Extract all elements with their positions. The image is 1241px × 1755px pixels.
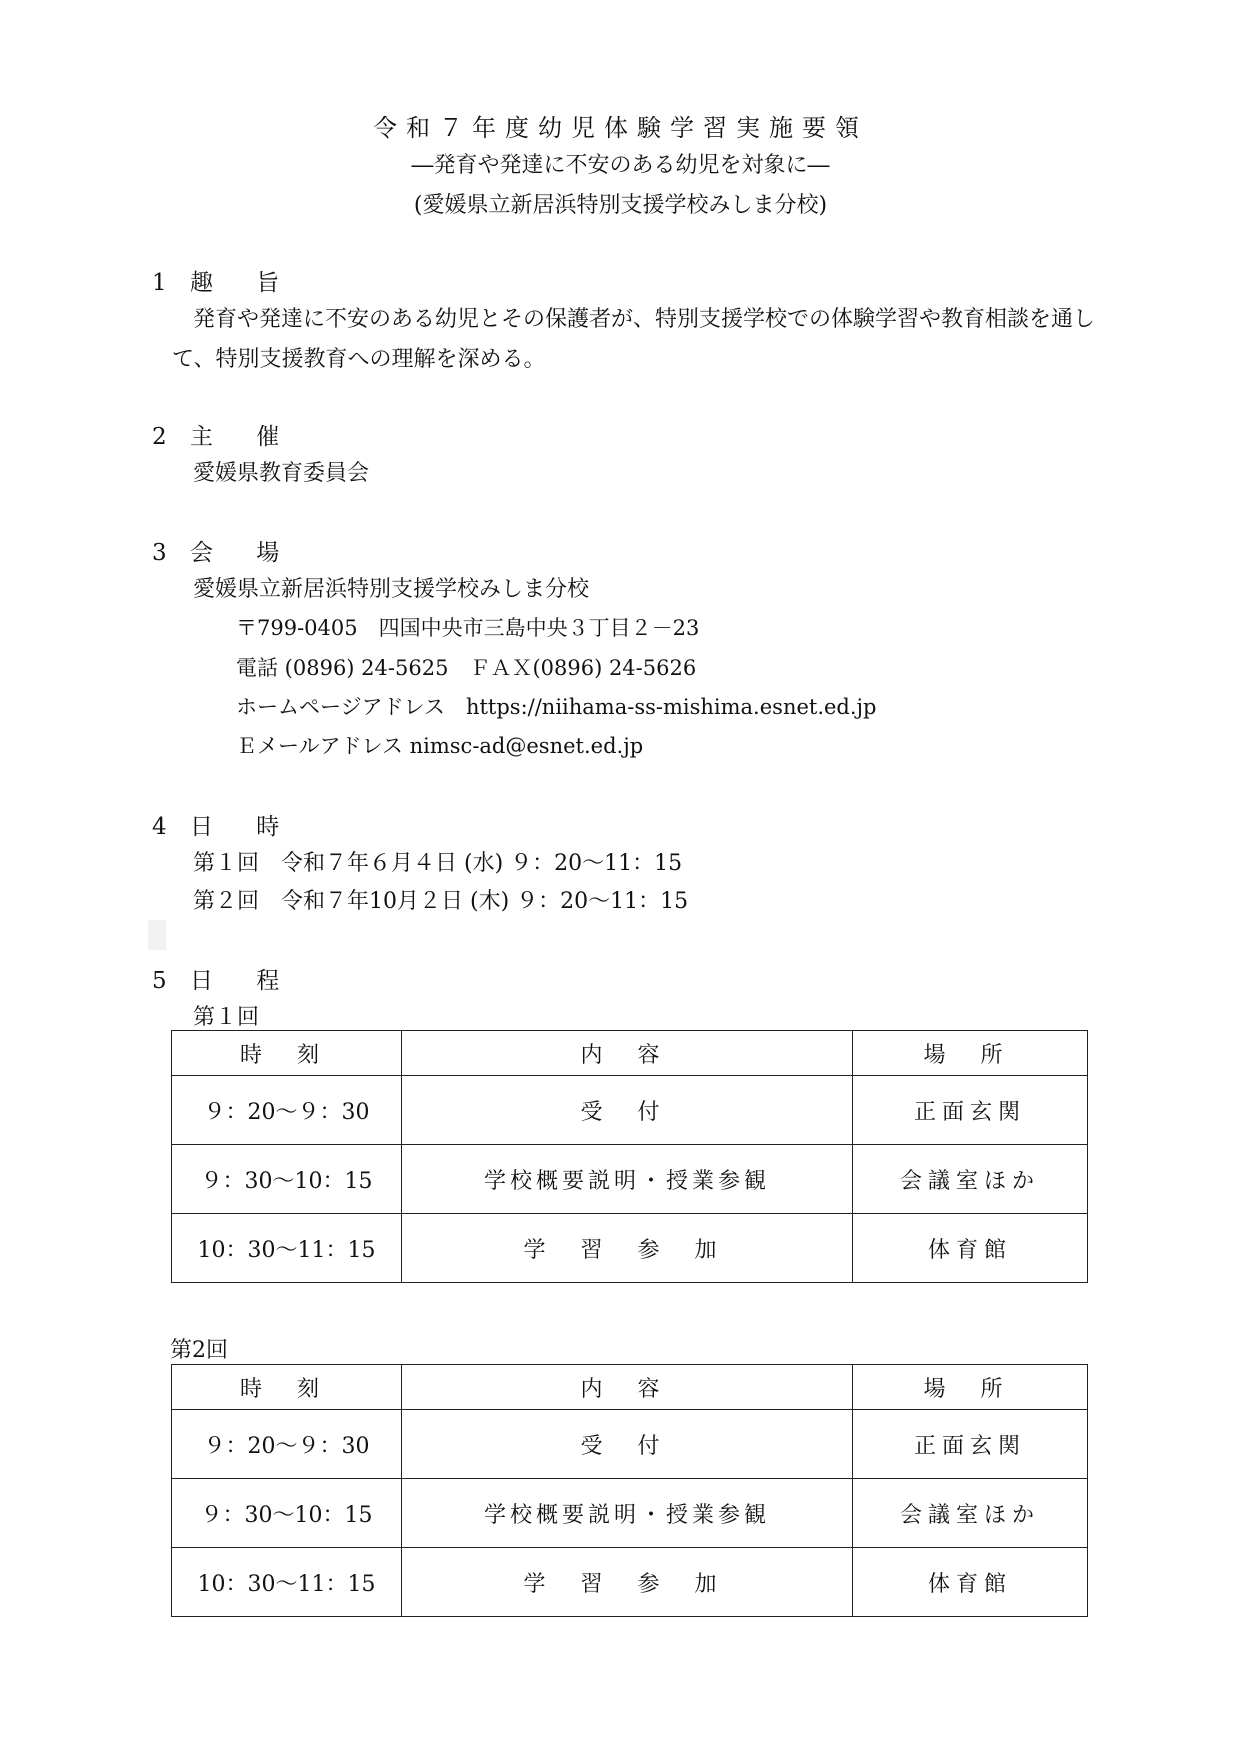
header-place: 場 所 bbox=[853, 1365, 1088, 1410]
schedule-table-1 bbox=[171, 1030, 1088, 1283]
cell-time: 10：30～11：15 bbox=[172, 1548, 402, 1617]
cell-place: 正面玄関 bbox=[853, 1076, 1088, 1145]
venue-homepage: ホームページアドレス https://niihama-ss-mishima.esnet.ed.jp bbox=[236, 695, 877, 719]
header-time: 時 刻 bbox=[172, 1031, 402, 1076]
purpose-line-2: て、特別支援教育への理解を深める。 bbox=[172, 347, 546, 372]
section-3-heading bbox=[152, 534, 297, 567]
table-row bbox=[172, 1214, 1088, 1283]
session-2-datetime: 第２回 令和７年10月２日 (木) ９：20～11：15 bbox=[193, 889, 689, 914]
schedule-2-label: 第2回 bbox=[170, 1338, 228, 1363]
cell-time: ９：20～９：30 bbox=[172, 1410, 402, 1479]
section-title: 日 時 bbox=[190, 814, 298, 840]
page-title: 令和７年度幼児体験学習実施要領 bbox=[373, 114, 868, 142]
page-subtitle: ―発育や発達に不安のある幼児を対象に― bbox=[411, 153, 830, 178]
header-content: 内 容 bbox=[402, 1365, 853, 1410]
venue-name: 愛媛県立新居浜特別支援学校みしま分校 bbox=[193, 577, 590, 602]
schedule-table-2 bbox=[171, 1364, 1088, 1617]
cell-content: 受 付 bbox=[402, 1076, 853, 1145]
section-2-heading bbox=[152, 418, 297, 451]
section-number: 3 bbox=[152, 540, 167, 566]
table-row bbox=[172, 1548, 1088, 1617]
section-4-heading bbox=[152, 808, 297, 841]
section-title: 趣 旨 bbox=[190, 270, 298, 296]
header-place: 場 所 bbox=[853, 1031, 1088, 1076]
cell-place: 正面玄関 bbox=[853, 1410, 1088, 1479]
table-header-row bbox=[172, 1365, 1088, 1410]
sponsor-text: 愛媛県教育委員会 bbox=[193, 461, 370, 486]
section-number: 2 bbox=[152, 424, 167, 450]
cell-content: 受 付 bbox=[402, 1410, 853, 1479]
cell-time: ９：20～９：30 bbox=[172, 1076, 402, 1145]
purpose-line-1: 発育や発達に不安のある幼児とその保護者が、特別支援学校での体験学習や教育相談を通し bbox=[193, 307, 1096, 332]
section-number: 4 bbox=[152, 814, 167, 840]
section-5-heading bbox=[152, 962, 297, 995]
venue-address: 〒799-0405 四国中央市三島中央３丁目２－23 bbox=[236, 616, 700, 640]
venue-email: Ｅメールアドレス nimsc-ad@esnet.ed.jp bbox=[236, 734, 644, 758]
cell-place: 会議室ほか bbox=[853, 1145, 1088, 1214]
schedule-1-label: 第１回 bbox=[193, 1005, 260, 1030]
section-1-heading bbox=[152, 264, 297, 297]
header-content: 内 容 bbox=[402, 1031, 853, 1076]
session-1-datetime: 第１回 令和７年６月４日 (水) ９：20～11：15 bbox=[193, 851, 683, 876]
table-header-row bbox=[172, 1031, 1088, 1076]
table-row bbox=[172, 1479, 1088, 1548]
section-number: 5 bbox=[152, 968, 167, 994]
faint-mark bbox=[148, 920, 166, 950]
cell-time: ９：30～10：15 bbox=[172, 1145, 402, 1214]
venue-phone-fax: 電話 (0896) 24-5625 ＦＡＸ(0896) 24-5626 bbox=[236, 656, 697, 680]
cell-content: 学 習 参 加 bbox=[402, 1548, 853, 1617]
cell-place: 体育館 bbox=[853, 1548, 1088, 1617]
section-title: 日 程 bbox=[190, 968, 298, 994]
cell-place: 会議室ほか bbox=[853, 1479, 1088, 1548]
cell-content: 学校概要説明・授業参観 bbox=[402, 1479, 853, 1548]
table-row bbox=[172, 1145, 1088, 1214]
section-title: 主 催 bbox=[190, 424, 298, 450]
table-row bbox=[172, 1410, 1088, 1479]
cell-content: 学 習 参 加 bbox=[402, 1214, 853, 1283]
header-time: 時 刻 bbox=[172, 1365, 402, 1410]
section-number: 1 bbox=[152, 270, 167, 296]
table-row bbox=[172, 1076, 1088, 1145]
cell-content: 学校概要説明・授業参観 bbox=[402, 1145, 853, 1214]
cell-place: 体育館 bbox=[853, 1214, 1088, 1283]
organizer-note: (愛媛県立新居浜特別支援学校みしま分校) bbox=[413, 193, 828, 218]
cell-time: ９：30～10：15 bbox=[172, 1479, 402, 1548]
section-title: 会 場 bbox=[190, 540, 298, 566]
cell-time: 10：30～11：15 bbox=[172, 1214, 402, 1283]
